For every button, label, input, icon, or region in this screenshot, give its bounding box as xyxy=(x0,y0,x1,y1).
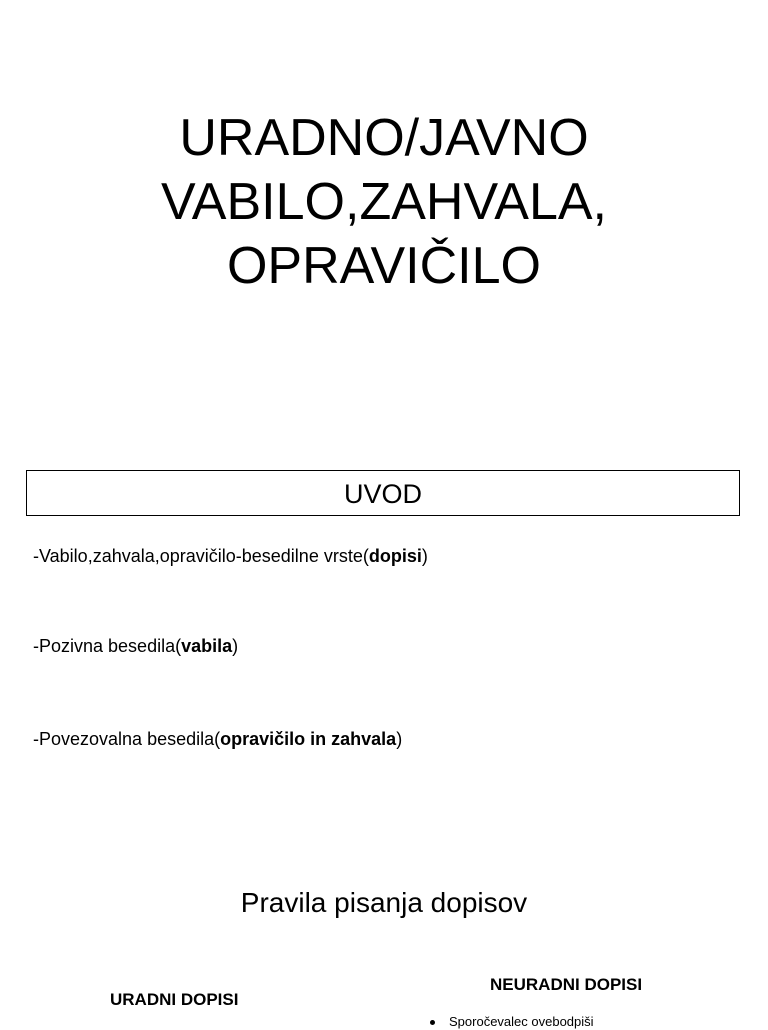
bullet-item-1 xyxy=(33,545,428,567)
bullet-item-3 xyxy=(33,728,402,750)
title-line-1: URADNO/JAVNO xyxy=(179,109,589,167)
rules-heading: Pravila pisanja dopisov xyxy=(240,887,528,918)
unofficial-list-item xyxy=(430,1014,594,1030)
bullet-1-suffix: ) xyxy=(421,546,428,566)
unofficial-list-item-text: Sporočevalec ovebodpiši xyxy=(449,1014,594,1029)
bullet-3-suffix: ) xyxy=(396,729,403,749)
title-line-3: OPRAVIČILO xyxy=(226,237,541,295)
bullet-item-2 xyxy=(33,635,238,657)
bullet-3-bold: opravičilo in zahvala xyxy=(220,729,397,749)
title-line-2: VABILO,ZAHVALA, xyxy=(160,173,607,231)
official-letters-heading: URADNI DOPISI xyxy=(110,990,239,1009)
bullet-2-prefix: -Pozivna besedila( xyxy=(33,636,182,656)
bullet-2-suffix: ) xyxy=(232,636,239,656)
bullet-1-prefix: -Vabilo,zahvala,opravičilo-besedilne vrste( xyxy=(33,546,369,566)
intro-heading: UVOD xyxy=(343,479,422,509)
bullet-2-bold: vabila xyxy=(181,636,233,656)
bullet-dot-icon xyxy=(430,1020,435,1025)
intro-heading-box xyxy=(26,470,740,516)
unofficial-letters-heading: NEURADNI DOPISI xyxy=(490,975,643,994)
bullet-3-prefix: -Povezovalna besedila( xyxy=(33,729,221,749)
bullet-1-bold: dopisi xyxy=(368,546,422,566)
page-title xyxy=(0,106,768,298)
title-slide xyxy=(0,0,768,430)
